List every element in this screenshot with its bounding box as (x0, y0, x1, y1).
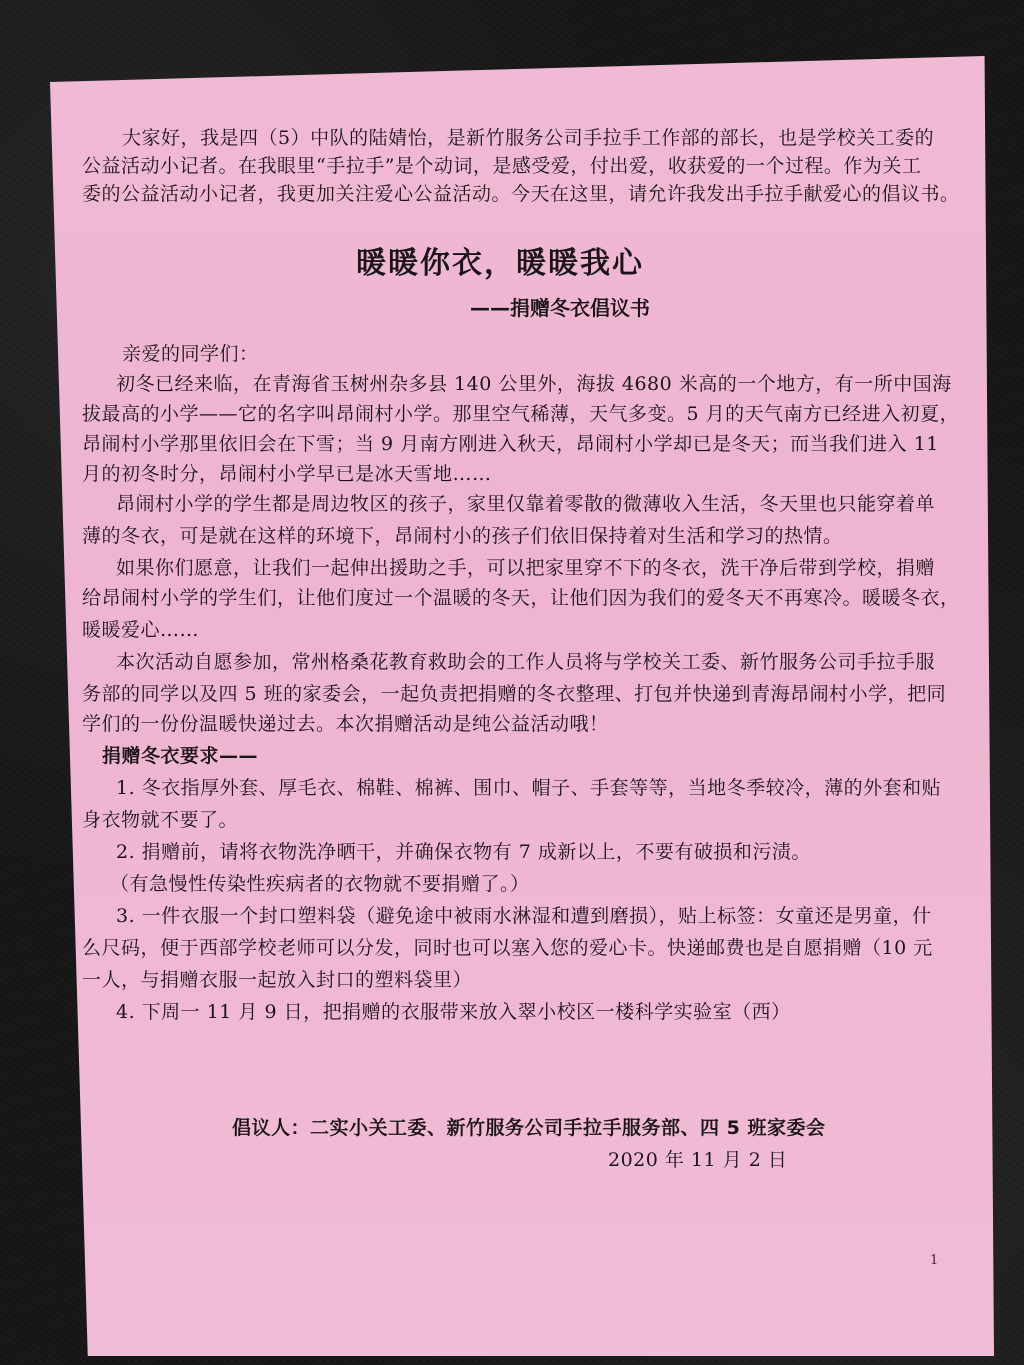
body-line: 暖暖爱心…… (82, 619, 200, 641)
body-line: 拔最高的小学——它的名字叫昂闹村小学。那里空气稀薄，天气多变。5 月的天气南方已经进入初夏， (82, 403, 960, 425)
greeting: 亲爱的同学们： (122, 343, 259, 365)
signature: 倡议人：二实小关工委、新竹服务公司手拉手服务部、四 5 班家委会 (232, 1117, 826, 1139)
requirement-line: 身衣物就不要了。 (82, 809, 239, 831)
body-line: 初冬已经来临，在青海省玉树州杂多县 140 公里外，海拔 4680 米高的一个地方，有一所中国海 (116, 373, 952, 395)
document-subtitle: ——捐赠冬衣倡议书 (470, 296, 650, 320)
body-line: 薄的冬衣，可是就在这样的环境下，昂闹村小的孩子们依旧保持着对生活和学习的热情。 (82, 525, 843, 547)
requirement-line: 一人，与捐赠衣服一起放入封口的塑料袋里） (82, 969, 473, 991)
body-line: 学们的一份份温暖快递过去。本次捐赠活动是纯公益活动哦！ (82, 713, 609, 735)
body-line: 如果你们愿意，让我们一起伸出援助之手，可以把家里穿不下的冬衣，洗干净后带到学校，捐赠 (116, 557, 936, 579)
requirement-line: 么尺码，便于西部学校老师可以分发，同时也可以塞入您的爱心卡。快递邮费也是自愿捐赠（10 元 (82, 937, 933, 959)
intro-line: 委的公益活动小记者，我更加关注爱心公益活动。今天在这里，请允许我发出手拉手献爱心的倡议书。 (82, 183, 960, 205)
body-line: 昂闹村小学的学生都是周边牧区的孩子，家里仅靠着零散的微薄收入生活，冬天里也只能穿着单 (116, 493, 936, 515)
requirement-line: （有急慢性传染性疾病者的衣物就不要捐赠了。） (110, 873, 530, 895)
intro-line: 公益活动小记者。在我眼里“手拉手”是个动词，是感受爱，付出爱，收获爱的一个过程。作为关工 (82, 155, 922, 177)
signature-date: 2020 年 11 月 2 日 (608, 1149, 788, 1171)
intro-line: 大家好，我是四（5）中队的陆婧怡，是新竹服务公司手拉手工作部的部长，也是学校关工委的 (122, 127, 935, 149)
requirements-heading: 捐赠冬衣要求—— (102, 745, 259, 767)
body-line: 给昂闹村小学的学生们，让他们度过一个温暖的冬天，让他们因为我们的爱冬天不再寒冷。暖暖冬衣， (82, 587, 960, 609)
requirement-line: 2. 捐赠前，请将衣物洗净晒干，并确保衣物有 7 成新以上，不要有破损和污渍。 (116, 841, 811, 863)
page-number: 1 (930, 1253, 939, 1268)
body-line: 昂闹村小学那里依旧会在下雪；当 9 月南方刚进入秋天，昂闹村小学却已是冬天；而当我们进入 11 (82, 433, 939, 455)
requirement-line: 1. 冬衣指厚外套、厚毛衣、棉鞋、棉裤、围巾、帽子、手套等等，当地冬季较冷，薄的外套和贴 (116, 777, 942, 799)
requirement-line: 3. 一件衣服一个封口塑料袋（避免途中被雨水淋湿和遭到磨损），贴上标签：女童还是男童，什 (116, 905, 932, 927)
body-line: 月的初冬时分，昂闹村小学早已是冰天雪地…… (82, 463, 492, 485)
requirement-line: 4. 下周一 11 月 9 日，把捐赠的衣服带来放入翠小校区一楼科学实验室（西） (116, 1001, 791, 1023)
body-line: 务部的同学以及四 5 班的家委会，一起负责把捐赠的冬衣整理、打包并快递到青海昂闹村小学，把同 (82, 683, 947, 705)
body-line: 本次活动自愿参加，常州格桑花教育救助会的工作人员将与学校关工委、新竹服务公司手拉手服 (116, 651, 936, 673)
document-title: 暖暖你衣，暖暖我心 (356, 246, 644, 281)
